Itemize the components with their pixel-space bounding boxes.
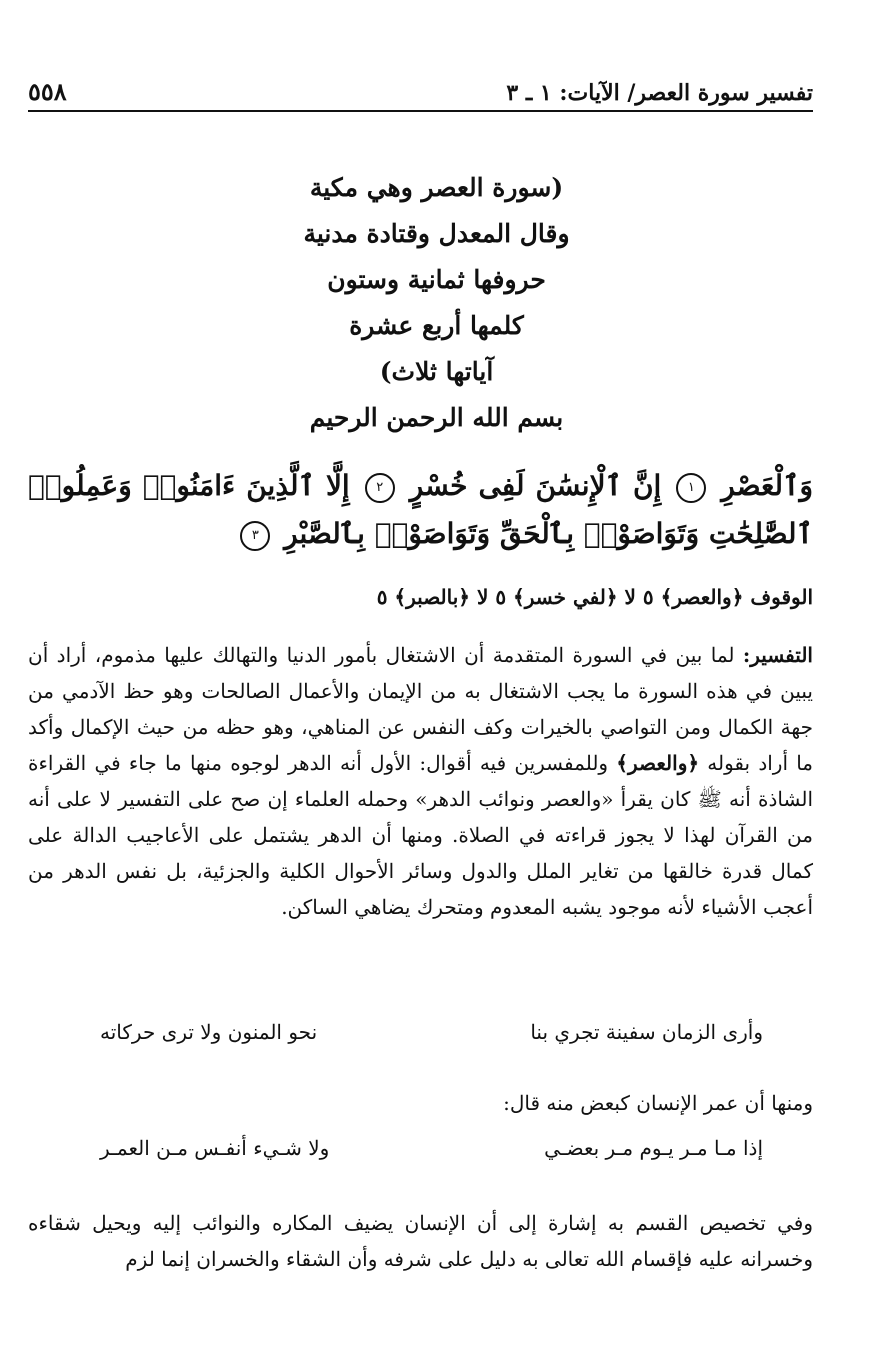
page-number: ٥٥٨ bbox=[28, 77, 67, 106]
poem-1-second-hemistich: نحو المنون ولا ترى حركاته bbox=[100, 1020, 318, 1044]
tafsir-paragraph-1 bbox=[28, 637, 813, 925]
wuquf-text: ﴿والعصر﴾ ٥ لا ﴿لفي خسر﴾ ٥ لا ﴿بالصبر﴾ ٥ bbox=[376, 585, 744, 609]
quran-verse bbox=[28, 462, 813, 558]
poem-1-first-hemistich: وأرى الزمان سفينة تجري بنا bbox=[530, 1020, 763, 1044]
title-line-3: حروفها ثمانية وستون bbox=[327, 265, 546, 294]
poem-2-first-hemistich: إذا مـا مـر يـوم مـر بعضـي bbox=[544, 1136, 763, 1160]
tafsir-paragraph-2: ومنها أن عمر الإنسان كبعض منه قال: bbox=[503, 1091, 813, 1115]
tafsir-text-1b: وللمفسرين فيه أقوال: الأول أنه الدهر لوجوه منها ما جاء في القراءة الشاذة أنه ﷺ كان يقرأ «والعصر ونوائب الدهر» وحمله العلماء إن صح على التفسير لا على أنه من القرآن لهذا لا يجوز قراءته في الصلاة. ومنها أن الدهر يشتمل على الأعاجيب الدالة على كمال قدرة خالقها من تغاير الملل والدول وسائر الأحوال الكلية والجزئية، بل نفس الدهر من أعجب الأشياء لأنه موجود يشبه المعدوم ومتحرك يضاهي الساكن. bbox=[28, 751, 813, 919]
tafsir-text-1a: لما بين في السورة المتقدمة أن الاشتغال بأمور الدنيا والتهالك عليها مذموم، أراد أن يبين في هذه السورة ما يجب الاشتغال به من الإيمان والأعمال الصالحات وهو حظ الآدمي من جهة الكمال ومن التواصي بالخيرات وكف النفس عن المناهي، وهو حظه من حيث الإكمال وأكد ما أراد بقوله bbox=[28, 643, 814, 775]
tafsir-label: التفسير: bbox=[742, 643, 813, 667]
verse-part-1: وَٱلْعَصْرِ bbox=[721, 469, 813, 502]
wuquf-line bbox=[150, 585, 813, 609]
title-line-5: آياتها ثلاث) bbox=[379, 357, 494, 386]
ayah-number-2: ٢ bbox=[365, 473, 395, 503]
page-header bbox=[28, 70, 813, 112]
running-head: تفسير سورة العصر/ الآيات: ١ ـ ٣ bbox=[506, 80, 813, 106]
tafsir-quote: ﴿والعصر﴾ bbox=[616, 751, 700, 775]
poem-2-second-hemistich: ولا شـيء أنفـس مـن العمـر bbox=[100, 1136, 330, 1160]
basmala: بسم الله الرحمن الرحيم bbox=[309, 403, 564, 432]
title-line-1: (سورة العصر وهي مكية bbox=[309, 173, 564, 202]
ayah-number-1: ١ bbox=[676, 473, 706, 503]
verse-part-2: إِنَّ ٱلْإِنسَٰنَ لَفِى خُسْرٍ bbox=[409, 469, 662, 502]
title-line-2: وقال المعدل وقتادة مدنية bbox=[303, 219, 570, 248]
tafsir-paragraph-3: وفي تخصيص القسم به إشارة إلى أن الإنسان يضيف المكاره والنوائب إليه ويحيل شقاءه وخسرانه عليه فإقسام الله تعالى به دليل على شرفه وأن الشقاء والخسران إنما لزم bbox=[28, 1211, 813, 1271]
surah-title-block bbox=[150, 165, 723, 441]
poem-verse-1 bbox=[100, 1020, 763, 1044]
verse-part-3: إِلَّا ٱلَّذِينَ ءَامَنُوا۟ وَعَمِلُوا۟ ٱلصَّٰلِحَٰتِ وَتَوَاصَوْا۟ بِٱلْحَقِّ وَتَوَاصَوْا۟ بِٱلصَّبْرِ bbox=[28, 469, 813, 550]
ayah-number-3: ٣ bbox=[240, 521, 270, 551]
poem-verse-2 bbox=[100, 1136, 763, 1160]
title-line-4: كلمها أربع عشرة bbox=[349, 311, 524, 340]
wuquf-label: الوقوف bbox=[750, 585, 813, 609]
